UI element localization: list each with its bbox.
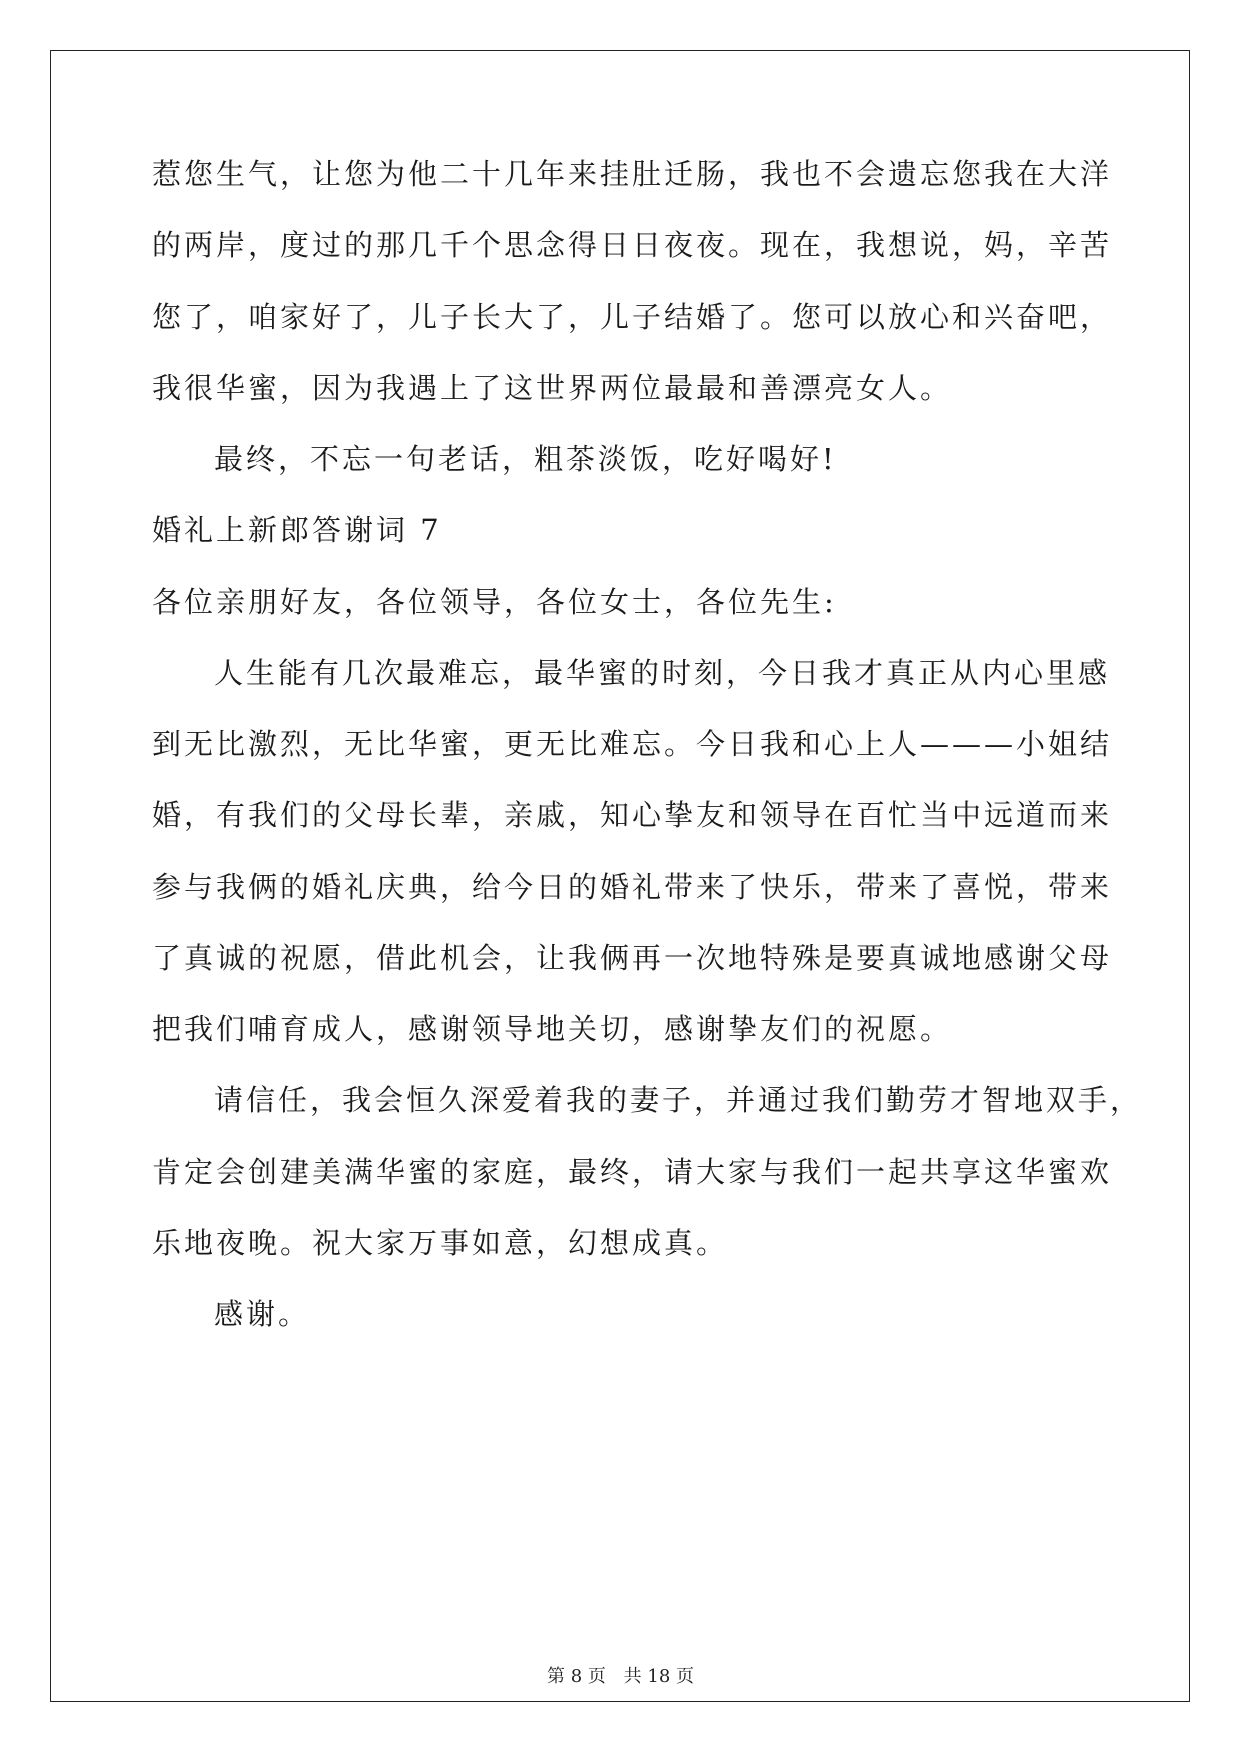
paragraph-line: 我很华蜜，因为我遇上了这世界两位最最和善漂亮女人。 bbox=[152, 371, 953, 405]
page-footer bbox=[0, 1662, 1241, 1688]
page-total: 共 18 页 bbox=[623, 1666, 694, 1687]
paragraph-line: 感谢。 bbox=[214, 1297, 311, 1331]
paragraph-line: 婚，有我们的父母长辈，亲戚，知心挚友和领导在百忙当中远道而来 bbox=[152, 798, 1113, 832]
paragraph-line: 您了，咱家好了，儿子长大了，儿子结婚了。您可以放心和兴奋吧， bbox=[152, 300, 1113, 334]
paragraph-line: 人生能有几次最难忘，最华蜜的时刻，今日我才真正从内心里感 bbox=[214, 656, 1111, 690]
paragraph-line: 了真诚的祝愿，借此机会，让我俩再一次地特殊是要真诚地感谢父母 bbox=[152, 941, 1113, 975]
paragraph-line: 请信任，我会恒久深爱着我的妻子，并通过我们勤劳才智地双手， bbox=[214, 1083, 1143, 1117]
paragraph-line: 把我们哺育成人，感谢领导地关切，感谢挚友们的祝愿。 bbox=[152, 1012, 953, 1046]
page-number: 第 8 页 bbox=[547, 1666, 606, 1687]
paragraph-line: 肯定会创建美满华蜜的家庭，最终，请大家与我们一起共享这华蜜欢 bbox=[152, 1155, 1113, 1189]
paragraph-line: 到无比激烈，无比华蜜，更无比难忘。今日我和心上人———小姐结 bbox=[152, 727, 1113, 761]
section-heading: 婚礼上新郎答谢词 7 bbox=[152, 513, 442, 547]
paragraph-line: 惹您生气，让您为他二十几年来挂肚迁肠，我也不会遗忘您我在大洋 bbox=[152, 157, 1113, 191]
salutation: 各位亲朋好友，各位领导，各位女士，各位先生: bbox=[152, 585, 837, 619]
paragraph-line: 最终，不忘一句老话，粗茶淡饭，吃好喝好! bbox=[214, 442, 837, 476]
paragraph-line: 参与我俩的婚礼庆典，给今日的婚礼带来了快乐，带来了喜悦，带来 bbox=[152, 870, 1113, 904]
paragraph-line: 乐地夜晚。祝大家万事如意，幻想成真。 bbox=[152, 1226, 729, 1260]
paragraph-line: 的两岸，度过的那几千个思念得日日夜夜。现在，我想说，妈，辛苦 bbox=[152, 228, 1113, 262]
